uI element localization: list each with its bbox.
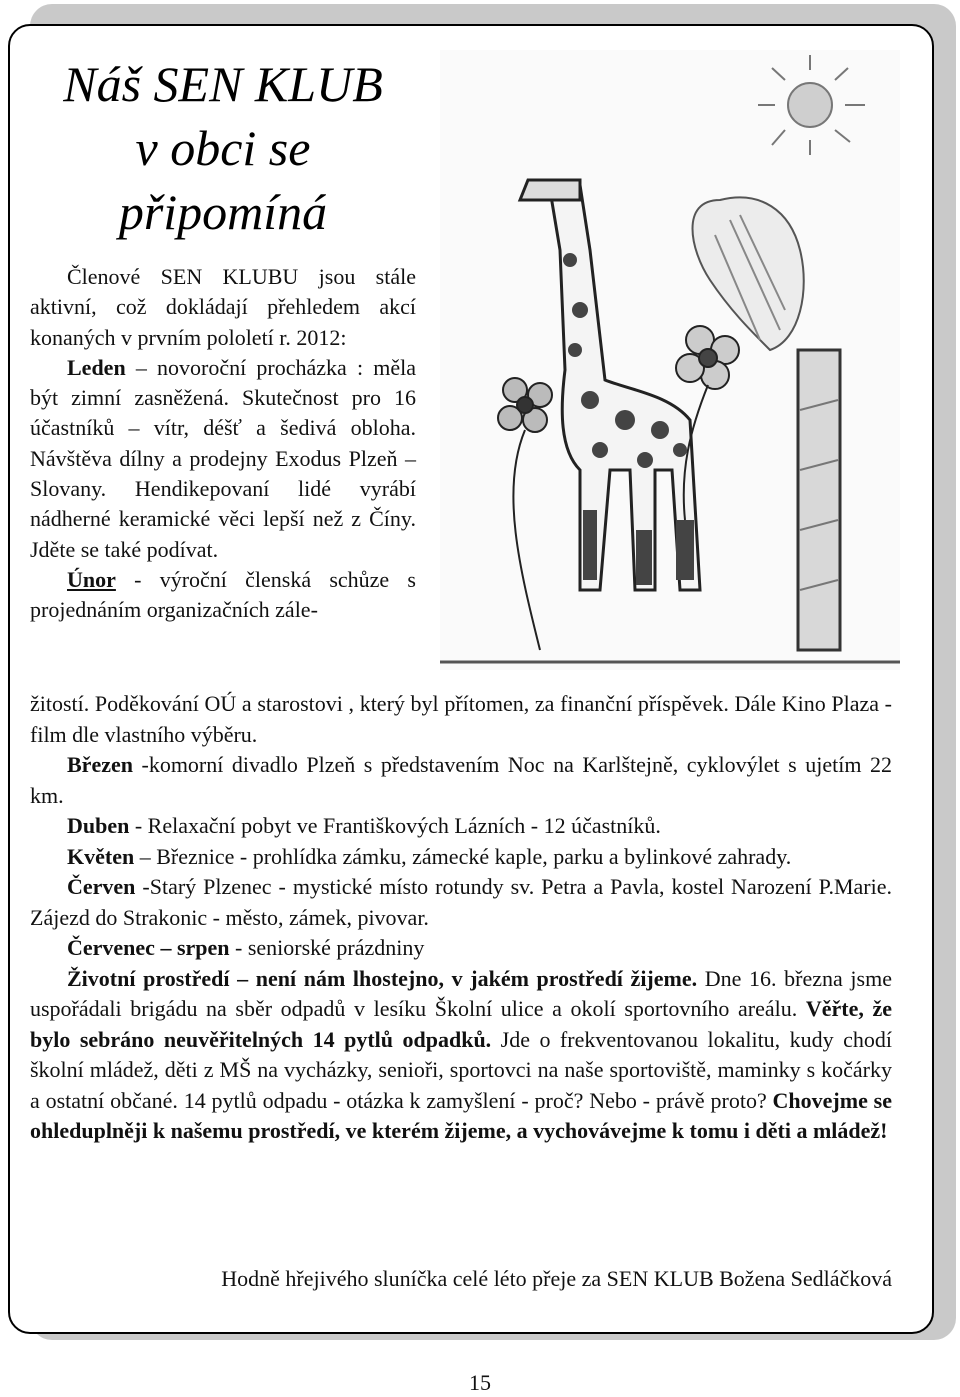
- page-number: 15: [469, 1370, 491, 1395]
- brezen-label: Březen: [67, 752, 133, 777]
- title-line-2: v obci se: [135, 120, 311, 176]
- cerven-label: Červen: [67, 874, 136, 899]
- leden-label: Leden: [67, 354, 126, 380]
- unor-paragraph-bottom: žitostí. Poděkování OÚ a starostovi , který byl přítomen, za finanční příspěvek. Dále Kino Plaza - film dle vlastního výběru.: [30, 691, 892, 747]
- leden-paragraph: [30, 353, 416, 565]
- brezen-paragraph: [30, 750, 892, 811]
- article-title: [28, 52, 418, 244]
- cervenec-paragraph: [30, 933, 892, 964]
- main-text: [30, 689, 892, 1147]
- signature: Hodně hřejivého sluníčka celé léto přeje za SEN KLUB Božena Sedláčková: [221, 1266, 892, 1291]
- environment-text-1: Dne 16. března jsme uspořádali brigádu na sběr odpadů v lesíku Školní ulice a okolí sportovního areálu.: [30, 965, 892, 1021]
- duben-paragraph: [30, 811, 892, 842]
- cerven-text: -Starý Plzenec - mystické místo rotundy sv. Petra a Pavla, kostel Narození P.Marie. Zájezd do Strakonic - město, zámek, pivovar.: [30, 874, 892, 930]
- duben-text: - Relaxační pobyt ve Františkových Lázních - 12 účastníků.: [129, 813, 661, 838]
- cervenec-text: - seniorské prázdniny: [229, 935, 425, 960]
- title-line-1: Náš SEN KLUB: [63, 56, 383, 112]
- cervenec-label: Červenec – srpen: [67, 935, 230, 960]
- unor-text-top: - výroční členská schůze s projednáním organizačních zále-: [30, 566, 416, 623]
- left-column-text: [30, 262, 416, 626]
- kveten-text: – Březnice - prohlídka zámku, zámecké kaple, parku a bylinkové zahrady.: [134, 843, 792, 869]
- environment-bold-1: Životní prostředí – není nám lhostejno, v jakém prostředí žijeme.: [67, 965, 698, 991]
- environment-text-2: Jde o frekventovanou lokalitu, kudy chodí školní mládež, děti z MŠ na vycházky, senioři, sportovci na naše sportoviště, maminky s kočárky a ostatní občané. 14 pytlů odpadu - otázka k zamyšlení - proč? Nebo - právě proto?: [30, 1026, 893, 1113]
- duben-label: Duben: [67, 813, 130, 838]
- intro-paragraph: Členové SEN KLUBU jsou stále aktivní, což dokládají přehledem akcí konaných v prvním pololetí r. 2012:: [30, 264, 416, 350]
- giraffe-drawing-illustration: [440, 50, 900, 670]
- environment-bold-3: Chovejme se ohleduplněji k našemu prostředí, ve kterém žijeme, a vychovávejme k tomu i děti a mládež!: [30, 1087, 892, 1143]
- cerven-paragraph: [30, 872, 892, 933]
- environment-bold-2: Věřte, že bylo sebráno neuvěřitelných 14 pytlů odpadků.: [30, 996, 892, 1052]
- kveten-paragraph: [30, 842, 892, 873]
- unor-label: Únor: [67, 566, 116, 592]
- kveten-label: Květen: [67, 843, 135, 869]
- title-line-3: připomíná: [118, 184, 328, 240]
- brezen-text: -komorní divadlo Plzeň s představením Noc na Karlštejně, cyklovýlet s ujetím 22 km.: [30, 752, 892, 808]
- environment-paragraph: [30, 964, 892, 1147]
- unor-paragraph-top: [30, 565, 416, 626]
- leden-text: – novoroční procházka : měla být zimní zasněžená. Skutečnost pro 16 účastníků – vítr, déšť a šedivá obloha. Návštěva dílny a prodejny Exodus Plzeň – Slovany. Hendikepovaní lidé vyrábí nádherné keramické věci lepší než z Číny. Jděte se také podívat.: [30, 354, 416, 562]
